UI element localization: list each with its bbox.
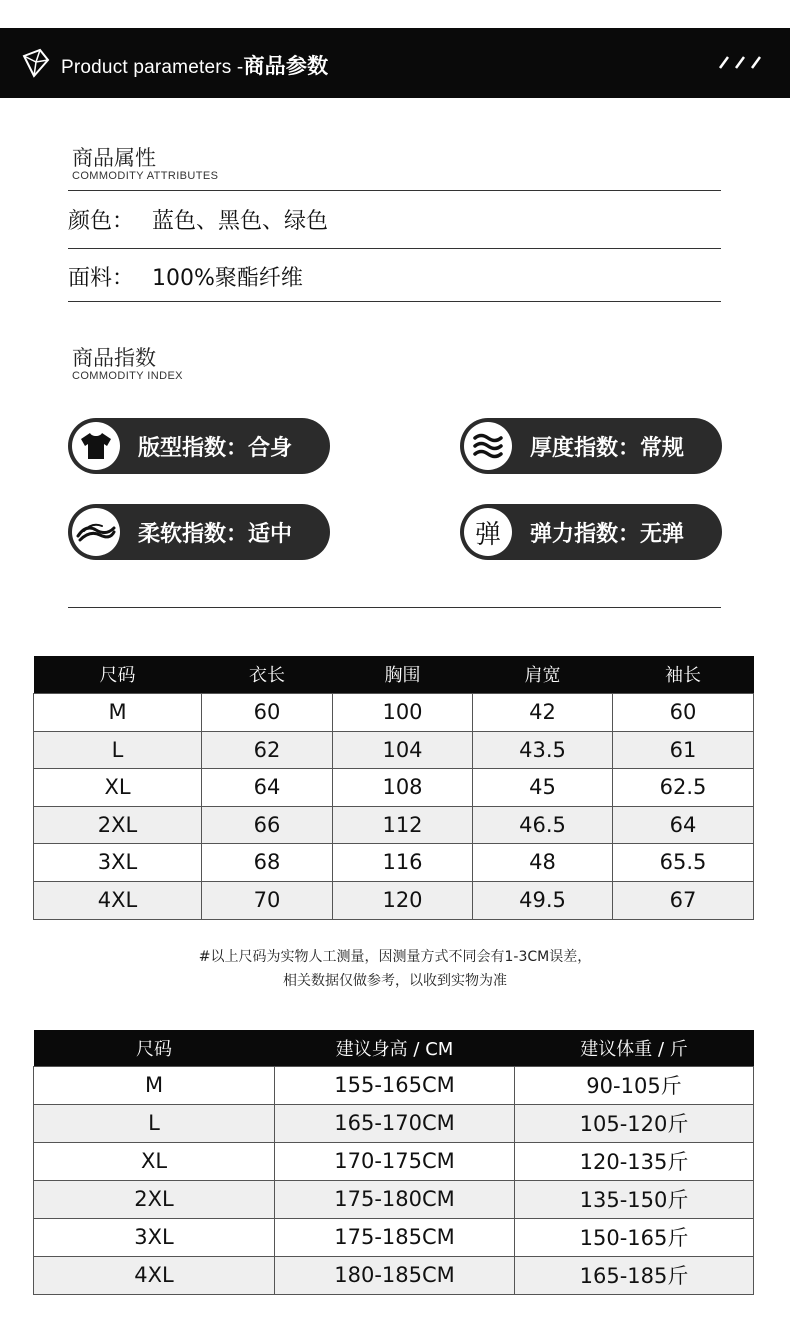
header-bar — [0, 28, 790, 98]
table-cell: 135-150斤 — [515, 1180, 754, 1218]
table-cell: 62 — [202, 731, 333, 768]
attribute-key: 颜色： — [68, 209, 135, 234]
measurement-note — [0, 945, 790, 993]
table-cell: 62.5 — [613, 768, 754, 806]
table-row — [34, 1142, 754, 1180]
attribute-value: 100%聚酯纤维 — [152, 266, 303, 291]
table-cell: 2XL — [34, 806, 202, 843]
column-header: 衣长 — [202, 656, 333, 693]
index-subtitle: COMMODITY INDEX — [72, 370, 183, 382]
attribute-value: 蓝色、黑色、绿色 — [152, 209, 329, 234]
table-cell: 4XL — [34, 1256, 275, 1294]
table-cell: 49.5 — [473, 881, 613, 919]
tshirt-icon — [72, 422, 120, 470]
index-label: 版型指数：合身 — [138, 435, 293, 461]
table-cell: 180-185CM — [275, 1256, 515, 1294]
table-cell: M — [34, 1066, 275, 1104]
table-header-row — [34, 1030, 754, 1066]
table-cell: L — [34, 731, 202, 768]
title-en: Product parameters - — [61, 57, 244, 78]
table-cell: 45 — [473, 768, 613, 806]
elastic-char-icon: 弹 — [464, 508, 512, 556]
table-cell: 175-185CM — [275, 1218, 515, 1256]
table-cell: L — [34, 1104, 275, 1142]
table-cell: 48 — [473, 843, 613, 881]
table-cell: 100 — [333, 693, 473, 731]
index-label: 柔软指数：适中 — [138, 521, 293, 547]
table-cell: 61 — [613, 731, 754, 768]
column-header: 肩宽 — [473, 656, 613, 693]
index-pill-thickness — [460, 418, 722, 474]
column-header: 胸围 — [333, 656, 473, 693]
column-header: 袖长 — [613, 656, 754, 693]
table-row — [34, 881, 754, 919]
note-line: 相关数据仅做参考，以收到实物为准 — [283, 973, 507, 989]
table-row — [34, 768, 754, 806]
table-row — [34, 806, 754, 843]
waves-icon — [464, 422, 512, 470]
table-cell: 68 — [202, 843, 333, 881]
table-cell: 170-175CM — [275, 1142, 515, 1180]
table-cell: 108 — [333, 768, 473, 806]
table-cell: 155-165CM — [275, 1066, 515, 1104]
attributes-subtitle: COMMODITY ATTRIBUTES — [72, 170, 219, 182]
table-cell: 165-185斤 — [515, 1256, 754, 1294]
table-cell: 67 — [613, 881, 754, 919]
table-cell: 42 — [473, 693, 613, 731]
diamond-logo-icon — [22, 48, 50, 78]
title-zh: 商品参数 — [243, 54, 329, 78]
index-label: 厚度指数：常规 — [530, 435, 685, 461]
divider — [68, 248, 721, 249]
column-header: 建议体重 / 斤 — [515, 1030, 754, 1066]
table-row — [34, 843, 754, 881]
column-header: 尺码 — [34, 656, 202, 693]
table-row — [34, 1180, 754, 1218]
table-row — [34, 1218, 754, 1256]
table-cell: 3XL — [34, 1218, 275, 1256]
table-cell: 70 — [202, 881, 333, 919]
divider — [68, 607, 721, 608]
index-pill-softness — [68, 504, 330, 560]
table-cell: XL — [34, 1142, 275, 1180]
slashes-decoration-icon — [718, 54, 766, 70]
page-title — [61, 50, 328, 80]
table-cell: 46.5 — [473, 806, 613, 843]
table-row — [34, 1104, 754, 1142]
table-cell: 66 — [202, 806, 333, 843]
table-cell: 116 — [333, 843, 473, 881]
table-row — [34, 1066, 754, 1104]
note-line: #以上尺码为实物人工测量，因测量方式不同会有1-3CM误差， — [198, 949, 592, 965]
table-cell: XL — [34, 768, 202, 806]
index-pill-fit — [68, 418, 330, 474]
table-cell: 2XL — [34, 1180, 275, 1218]
column-header: 尺码 — [34, 1030, 275, 1066]
table-cell: 150-165斤 — [515, 1218, 754, 1256]
table-cell: 120 — [333, 881, 473, 919]
table-cell: 65.5 — [613, 843, 754, 881]
attributes-title: 商品属性 — [72, 146, 156, 170]
table-cell: 112 — [333, 806, 473, 843]
table-cell: 105-120斤 — [515, 1104, 754, 1142]
size-table — [33, 656, 754, 920]
table-cell: 64 — [613, 806, 754, 843]
divider — [68, 190, 721, 191]
table-row — [34, 731, 754, 768]
attribute-key: 面料： — [68, 266, 135, 291]
table-row — [34, 693, 754, 731]
table-cell: 60 — [202, 693, 333, 731]
table-cell: 4XL — [34, 881, 202, 919]
table-cell: 43.5 — [473, 731, 613, 768]
fit-table — [33, 1030, 754, 1295]
table-cell: 60 — [613, 693, 754, 731]
table-cell: 120-135斤 — [515, 1142, 754, 1180]
table-cell: 64 — [202, 768, 333, 806]
table-cell: 175-180CM — [275, 1180, 515, 1218]
feather-icon — [72, 508, 120, 556]
attribute-row-fabric — [68, 261, 303, 292]
table-row — [34, 1256, 754, 1294]
table-cell: 104 — [333, 731, 473, 768]
index-label: 弹力指数：无弹 — [530, 521, 685, 547]
table-cell: 165-170CM — [275, 1104, 515, 1142]
column-header: 建议身高 / CM — [275, 1030, 515, 1066]
index-pill-elasticity — [460, 504, 722, 560]
index-title: 商品指数 — [72, 346, 156, 370]
table-cell: 3XL — [34, 843, 202, 881]
table-cell: 90-105斤 — [515, 1066, 754, 1104]
attribute-row-color — [68, 204, 328, 235]
table-cell: M — [34, 693, 202, 731]
table-header-row — [34, 656, 754, 693]
divider — [68, 301, 721, 302]
